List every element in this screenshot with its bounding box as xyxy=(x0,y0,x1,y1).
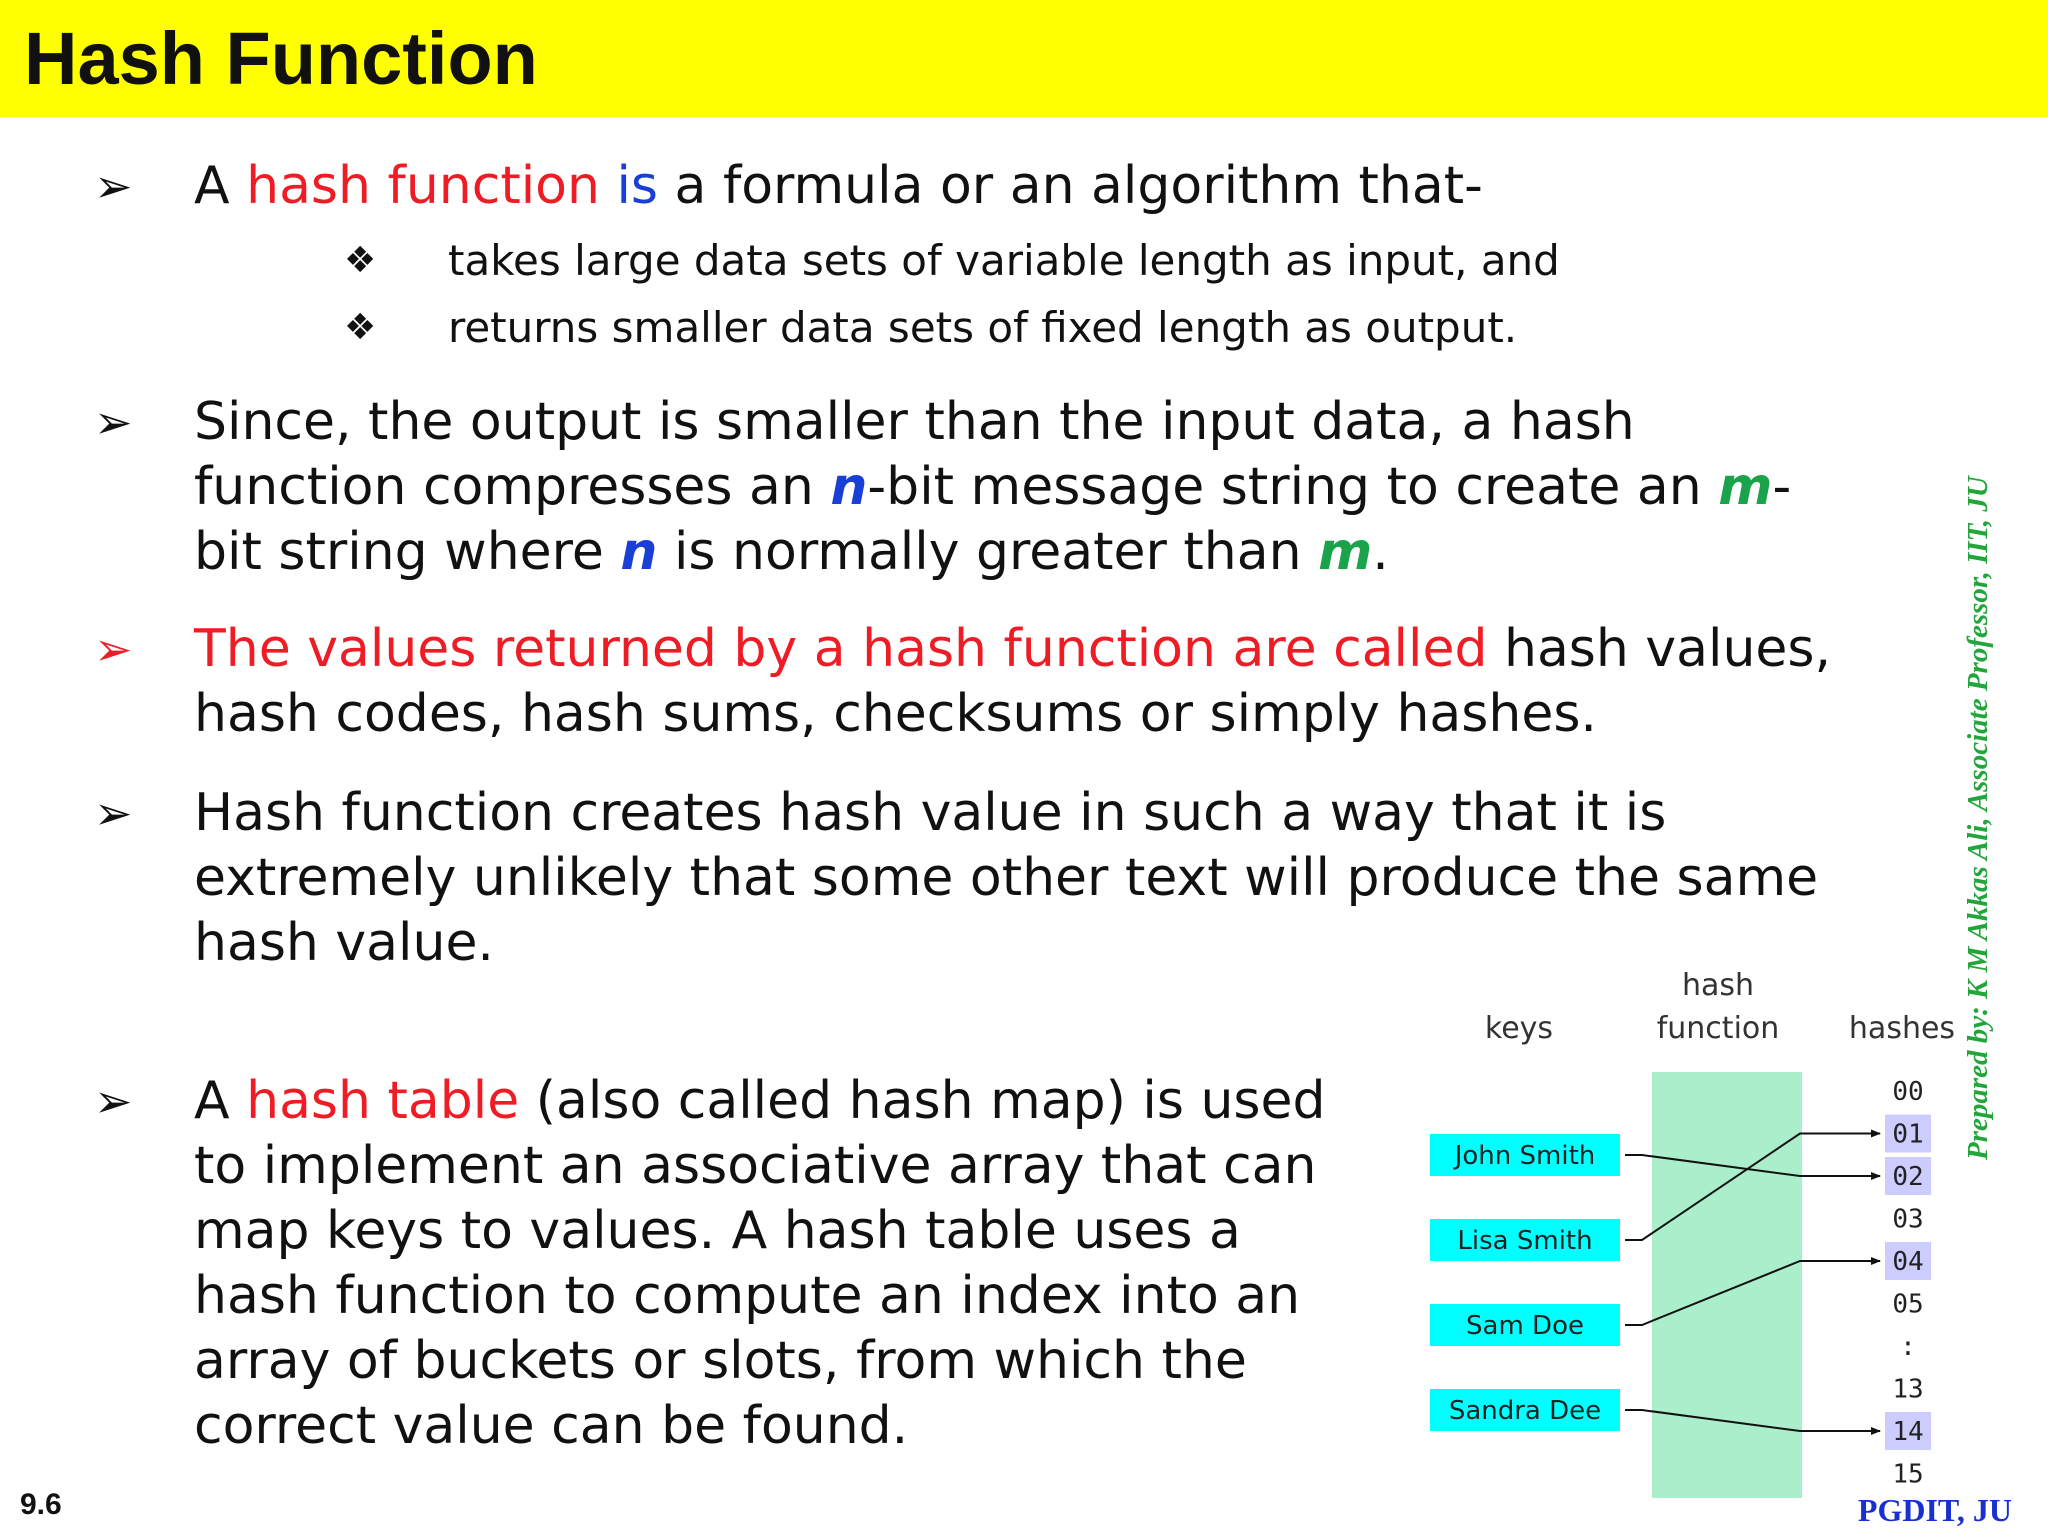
text-span xyxy=(600,156,617,216)
title-bar xyxy=(0,0,2048,117)
function-header-line1: hash xyxy=(1681,970,1755,1003)
bullet-3-text xyxy=(194,617,1831,747)
text-line: to implement an associative array that can xyxy=(194,1136,1317,1196)
hash-function-box xyxy=(1652,1072,1802,1498)
key-label: Lisa Smith xyxy=(1457,1226,1593,1256)
highlight-hash-table: hash table xyxy=(246,1071,520,1131)
footer-organization: PGDIT, JU xyxy=(1857,1492,2012,1528)
text-span: -bit message string to create an xyxy=(867,457,1719,517)
variable-m: m xyxy=(1718,457,1773,517)
key-label: Sandra Dee xyxy=(1448,1396,1602,1426)
text-span: (also called hash map) is used xyxy=(519,1071,1326,1131)
arrow-bullet-icon: ➢ xyxy=(94,395,133,449)
text-line: hash value. xyxy=(194,913,494,973)
hash-slot-label: 02 xyxy=(1892,1162,1924,1192)
hash-slot-label: 04 xyxy=(1892,1247,1924,1277)
text-line: hash function to compute an index into an xyxy=(194,1266,1301,1326)
hash-slot-label: 14 xyxy=(1892,1417,1924,1447)
highlight-is: is xyxy=(616,156,659,216)
bullet-4-text xyxy=(194,781,1818,976)
hash-slot-label: 03 xyxy=(1892,1204,1924,1235)
hash-slot-label: 15 xyxy=(1892,1459,1924,1490)
hash-table-diagram xyxy=(1420,970,1980,1500)
text-line: array of buckets or slots, from which the xyxy=(194,1331,1247,1391)
highlight-hash-function: hash function xyxy=(246,156,600,216)
bullet-1-text xyxy=(194,154,1483,219)
author-credit: Prepared by: K M Akkas Ali, Associate Professor, IIT, JU xyxy=(1962,476,1994,1160)
keys-header: keys xyxy=(1484,1011,1554,1046)
highlight-red-text: The values returned by a hash function are called xyxy=(194,619,1488,679)
text-span: is normally greater than xyxy=(657,522,1319,582)
diamond-bullet-icon: ❖ xyxy=(344,240,377,281)
text-span: . xyxy=(1372,522,1389,582)
hashes-header: hashes xyxy=(1848,1011,1956,1046)
text-line: extremely unlikely that some other text will produce the same xyxy=(194,848,1819,908)
bullet-2-text xyxy=(194,390,1791,585)
variable-n: n xyxy=(830,457,868,517)
text-line: correct value can be found. xyxy=(194,1396,909,1456)
hash-slot-label: 00 xyxy=(1892,1077,1924,1107)
function-header-line2: function xyxy=(1656,1011,1780,1046)
text-span: a formula or an algorithm that- xyxy=(658,156,1483,216)
key-label: John Smith xyxy=(1454,1141,1596,1171)
sub-bullet-2: returns smaller data sets of fixed length as output. xyxy=(448,303,1518,352)
arrow-bullet-icon: ➢ xyxy=(94,622,133,676)
bullet-5-text xyxy=(194,1069,1326,1459)
text-line: Hash function creates hash value in such a way that it is xyxy=(194,783,1667,843)
slide-number: 9.6 xyxy=(20,1488,62,1521)
variable-m: m xyxy=(1318,522,1373,582)
text-span: hash values, xyxy=(1487,619,1832,679)
text-line: map keys to values. A hash table uses a xyxy=(194,1201,1241,1261)
text-span: function compresses an xyxy=(194,457,831,517)
text-span: - xyxy=(1772,457,1792,517)
text-line: hash codes, hash sums, checksums or simply hashes. xyxy=(194,684,1597,744)
arrow-bullet-icon: ➢ xyxy=(94,1074,133,1128)
hash-slot-label: 05 xyxy=(1892,1289,1924,1320)
text-span: A xyxy=(194,156,247,216)
text-span: A xyxy=(194,1071,247,1131)
diamond-bullet-icon: ❖ xyxy=(344,307,377,348)
slide-title: Hash Function xyxy=(24,17,538,100)
hash-slot-label: 13 xyxy=(1892,1374,1924,1405)
variable-n: n xyxy=(620,522,658,582)
sub-bullet-1: takes large data sets of variable length as input, and xyxy=(448,236,1560,285)
arrow-bullet-icon: ➢ xyxy=(94,786,133,840)
text-span: bit string where xyxy=(194,522,621,582)
hash-slot-label: 01 xyxy=(1892,1119,1924,1150)
arrow-bullet-icon: ➢ xyxy=(94,159,133,213)
hash-slot-label: : xyxy=(1900,1332,1916,1362)
text-line: Since, the output is smaller than the input data, a hash xyxy=(194,392,1635,452)
key-label: Sam Doe xyxy=(1466,1311,1584,1341)
